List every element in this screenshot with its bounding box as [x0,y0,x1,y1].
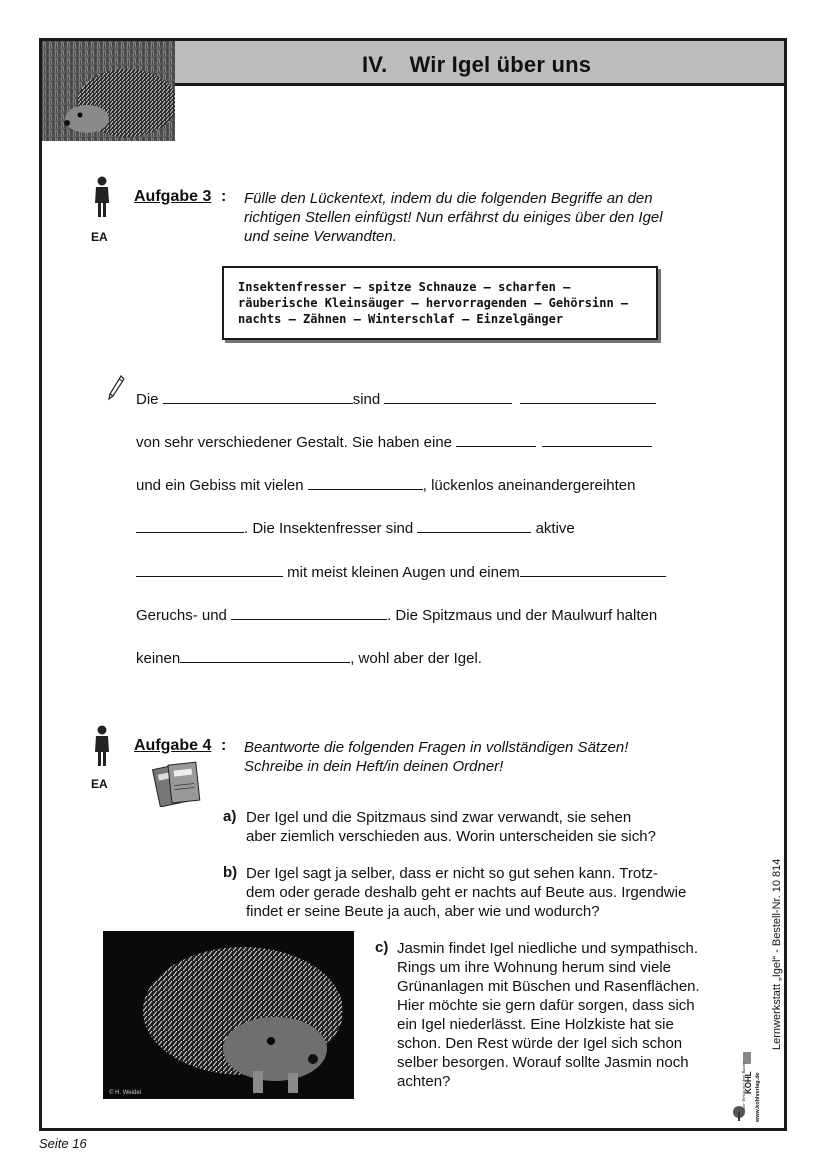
question-line: Grünanlagen mit Büschen und Rasenflächen. [397,978,700,995]
blank-field[interactable] [180,648,350,663]
student-icon [92,176,112,220]
cloze-text: aktive [535,520,575,537]
word-bank-line: nachts – Zähnen – Winterschlaf – Einzelgänger [238,312,564,326]
question-line: dem oder gerade deshalb geht er nachts auf Beute aus. Irgendwie [246,884,687,901]
chapter-title: Wir Igel über uns [409,52,592,77]
publisher-logo [731,1050,761,1122]
cloze-text: . Die Spitzmaus und der Maulwurf halten [387,607,658,624]
cloze-text: sind [352,391,381,408]
ea-label: EA [91,230,108,244]
page-title [362,52,591,78]
question-c-label: c) [375,939,389,956]
blank-field[interactable] [417,518,531,533]
blank-field[interactable] [542,432,652,447]
cloze-text: , wohl aber der Igel. [350,650,482,667]
ea-label: EA [91,777,108,791]
cloze-text: Geruchs- und [136,607,227,624]
question-line: Jasmin findet Igel niedliche und sympathisch. [397,940,698,957]
logo-brand: KOHL [744,1071,753,1094]
cloze-line-7 [136,648,482,667]
question-b-text [246,864,686,921]
publisher-order-info: Lernwerkstatt „Igel“ - Bestell-Nr. 10 814 [771,858,783,1050]
question-line: findet er seine Beute ja auch, aber wie und wodurch? [246,903,600,920]
cloze-text: und ein Gebiss mit vielen [136,477,304,494]
word-bank-line: räuberische Kleinsäuger – hervorragenden – Gehörsinn – [238,296,629,310]
question-line: selber besorgen. Worauf sollte Jasmin noch [397,1054,689,1071]
instruction-line: Beantworte die folgenden Fragen in vollständigen Sätzen! [244,739,629,756]
question-a-label: a) [223,808,237,825]
question-line: ein Igel niederlässt. Eine Holzkiste hat sie [397,1016,674,1033]
cloze-line-3 [136,475,635,494]
cloze-line-1 [136,389,656,408]
task4-instruction [244,738,628,776]
task4-colon: : [221,737,227,754]
blank-field[interactable] [163,389,353,404]
page-number: Seite 16 [39,1136,87,1151]
instruction-line: Fülle den Lückentext, indem du die folgenden Begriffe an den [244,190,653,207]
question-a-text [246,808,656,846]
cloze-text: keinen [136,650,181,667]
cloze-line-5 [136,562,666,581]
hedgehog-photo [103,931,354,1099]
blank-field[interactable] [520,389,656,404]
instruction-line: Schreibe in dein Heft/in deinen Ordner! [244,758,504,775]
blank-field[interactable] [136,518,244,533]
question-b-label: b) [223,864,238,881]
cloze-line-6 [136,605,657,624]
cloze-text: von sehr verschiedener Gestalt. Sie haben eine [136,434,453,451]
task3-label: Aufgabe 3 [134,188,212,205]
task4-label: Aufgabe 4 [134,737,212,754]
chapter-number: IV. [362,52,388,77]
question-line: aber ziemlich verschieden aus. Worin unterscheiden sie sich? [246,828,656,845]
task3-instruction [244,189,663,246]
instruction-line: richtigen Stellen einfügst! Nun erfährst du einiges über den Igel [244,209,663,226]
question-line: achten? [397,1073,451,1090]
cloze-text: mit meist kleinen Augen und einem [287,564,520,581]
blank-field[interactable] [520,562,666,577]
logo-url: www.kohlverlag.de [755,1072,761,1122]
question-line: Der Igel sagt ja selber, dass er nicht so gut sehen kann. Trotz- [246,865,658,882]
photo-credit: © H. Weidel [109,1090,141,1096]
question-line: Rings um ihre Wohnung herum sind viele [397,959,672,976]
student-icon [92,725,112,769]
blank-field[interactable] [231,605,387,620]
logo-slogan: Der Verlag mit dem Baum [741,1063,746,1110]
task3-colon: : [221,188,227,205]
cloze-text: . Die Insektenfresser sind [244,520,414,537]
cloze-text: , lückenlos aneinandergereihten [422,477,636,494]
cloze-line-2 [136,432,652,451]
word-bank [222,266,658,340]
question-line: Hier möchte sie gern dafür sorgen, dass sich [397,997,695,1014]
word-bank-line: Insektenfresser – spitze Schnauze – scharfen – [238,280,571,294]
notebook-icon [150,761,204,807]
cloze-line-4 [136,518,575,537]
blank-field[interactable] [308,475,423,490]
question-line: Der Igel und die Spitzmaus sind zwar verwandt, sie sehen [246,809,632,826]
blank-field[interactable] [136,562,283,577]
question-line: schon. Den Rest würde der Igel sich schon [397,1035,683,1052]
question-c-text [397,939,700,1091]
blank-field[interactable] [384,389,512,404]
blank-field[interactable] [456,432,536,447]
pencil-icon [107,375,125,401]
instruction-line: und seine Verwandten. [244,228,397,245]
hedgehog-photo-top [42,41,175,141]
cloze-text: Die [136,391,159,408]
